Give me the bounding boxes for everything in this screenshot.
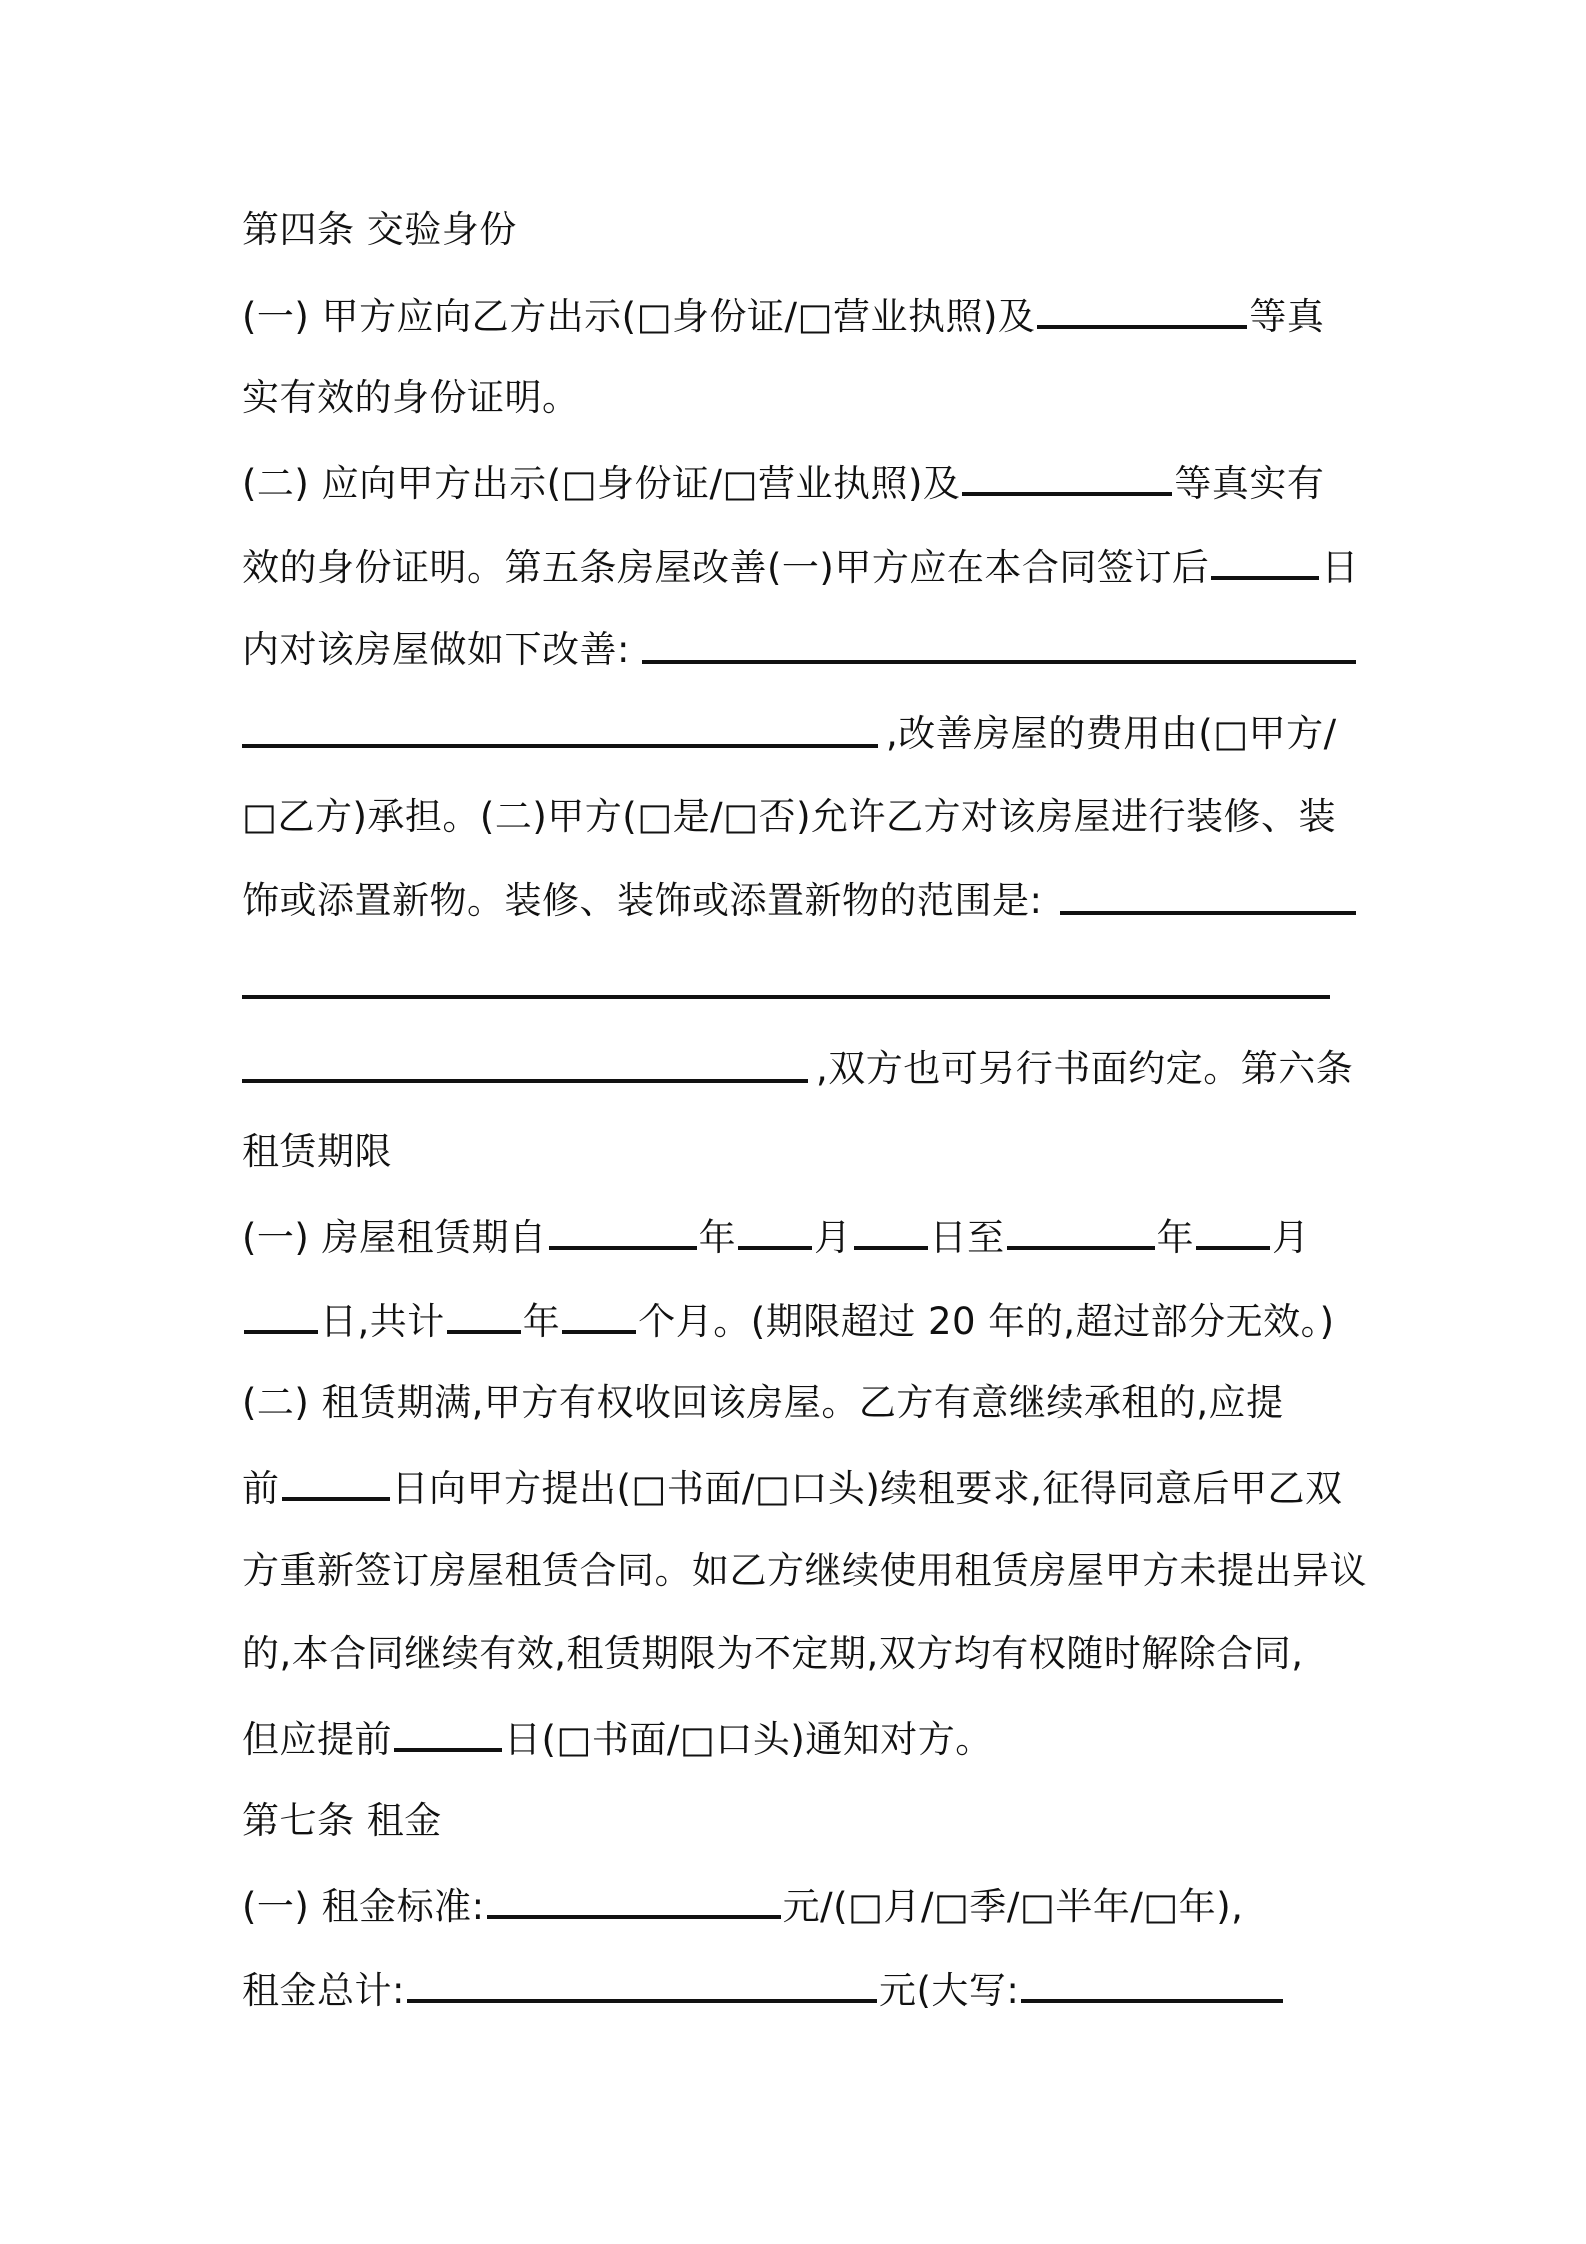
fill-in-blank[interactable] (1211, 536, 1319, 580)
text: 效的身份证明。第五条房屋改善(一)甲方应在本合同签订后 (242, 546, 1210, 589)
text: 前 (242, 1467, 280, 1510)
article-6-clause-2 (242, 1373, 1284, 1433)
article-5-clause-2 (242, 787, 1336, 847)
text: (一) 甲方应向乙方出示(□身份证/□营业执照)及 (242, 295, 1036, 338)
article-6-clause-1-cont (242, 1290, 1335, 1350)
text: 第四条 交验身份 (242, 208, 517, 251)
article-6-clause-2-cont-1 (242, 1457, 1343, 1517)
fill-in-blank[interactable] (854, 1206, 928, 1250)
text: 第七条 租金 (242, 1799, 442, 1842)
fill-in-blank[interactable] (1060, 911, 1356, 915)
fill-in-blank[interactable] (642, 660, 1356, 664)
text: 年 (698, 1216, 737, 1259)
text: (二) 租赁期满,甲方有权收回该房屋。乙方有意继续承租的,应提 (242, 1381, 1284, 1424)
text: (二) 应向甲方出示(□身份证/□营业执照)及 (242, 462, 961, 505)
fill-in-blank[interactable] (562, 1290, 636, 1334)
text: 日向甲方提出(□书面/□口头)续租要求,征得同意后甲乙双 (391, 1467, 1343, 1510)
text: 的,本合同继续有效,租赁期限为不定期,双方均有权随时解除合同, (242, 1632, 1304, 1675)
text: 元/(□月/□季/□半年/□年), (782, 1885, 1244, 1928)
article-4-clause-1 (242, 285, 1324, 345)
fill-in-blank[interactable] (549, 1206, 697, 1250)
fill-in-blank[interactable] (962, 452, 1172, 496)
fill-in-blank[interactable] (244, 1290, 318, 1334)
text: (一) 房屋租赁期自 (242, 1216, 547, 1259)
text: 日至 (929, 1216, 1005, 1259)
article-6-clause-2-cont-2 (242, 1541, 1367, 1601)
fill-in-blank[interactable] (242, 1079, 808, 1083)
text: 年 (522, 1300, 561, 1343)
text: 实有效的身份证明。 (242, 376, 580, 419)
text: 日(□书面/□口头)通知对方。 (504, 1718, 993, 1761)
text: 日,共计 (320, 1300, 445, 1343)
text: 方重新签订房屋租赁合同。如乙方继续使用租赁房屋甲方未提出异议 (242, 1549, 1367, 1592)
text: 月 (814, 1216, 852, 1259)
fill-in-blank[interactable] (1007, 1206, 1155, 1250)
text: 但应提前 (242, 1718, 392, 1761)
text: ,改善房屋的费用由(□甲方/ (886, 712, 1337, 755)
text: 日 (1321, 546, 1359, 589)
article-4-clause-2 (242, 452, 1324, 512)
text: 租金总计: (242, 1969, 405, 2012)
article-6-heading-cont (242, 1122, 392, 1182)
text: 饰或添置新物。装修、装饰或添置新物的范围是: (242, 879, 1043, 922)
text: 租赁期限 (242, 1130, 392, 1173)
text: 月 (1272, 1216, 1310, 1259)
article-7-heading (242, 1791, 442, 1851)
text: 等真实有 (1174, 462, 1325, 505)
fill-in-blank[interactable] (1196, 1206, 1270, 1250)
article-4-clause-1-cont (242, 368, 580, 428)
article-5-clause-1-cost (886, 704, 1337, 764)
text: □乙方)承担。(二)甲方(□是/□否)允许乙方对该房屋进行装修、装 (242, 795, 1337, 838)
fill-in-blank[interactable] (1021, 1959, 1283, 2003)
article-6-clause-2-cont-3 (242, 1624, 1304, 1684)
article-6-clause-2-cont-4 (242, 1708, 993, 1768)
article-5-clause-1-cont (242, 620, 630, 680)
text: 元(大写: (878, 1969, 1020, 2012)
text: ,双方也可另行书面约定。第六条 (816, 1047, 1354, 1090)
fill-in-blank[interactable] (447, 1290, 521, 1334)
text: 内对该房屋做如下改善: (242, 628, 630, 671)
fill-in-blank[interactable] (1037, 285, 1247, 329)
fill-in-blank[interactable] (394, 1708, 502, 1752)
fill-in-blank[interactable] (487, 1875, 781, 1919)
article-5-clause-2-scope (242, 871, 1042, 931)
article-7-clause-1 (242, 1875, 1243, 1935)
article-6-clause-1 (242, 1206, 1310, 1266)
text: 个月。(期限超过 20 年的,超过部分无效。) (638, 1300, 1335, 1343)
article-4-heading (242, 200, 517, 260)
text: (一) 租金标准: (242, 1885, 485, 1928)
article-5-clause-1 (242, 536, 1359, 596)
fill-in-blank[interactable] (282, 1457, 390, 1501)
article-7-clause-1-total (242, 1959, 1285, 2019)
fill-in-blank[interactable] (242, 995, 1330, 999)
text: 年 (1156, 1216, 1195, 1259)
text: 等真 (1249, 295, 1325, 338)
article-5-clause-2-end (816, 1039, 1353, 1099)
fill-in-blank[interactable] (738, 1206, 812, 1250)
fill-in-blank[interactable] (407, 1959, 877, 2003)
fill-in-blank[interactable] (242, 744, 878, 748)
